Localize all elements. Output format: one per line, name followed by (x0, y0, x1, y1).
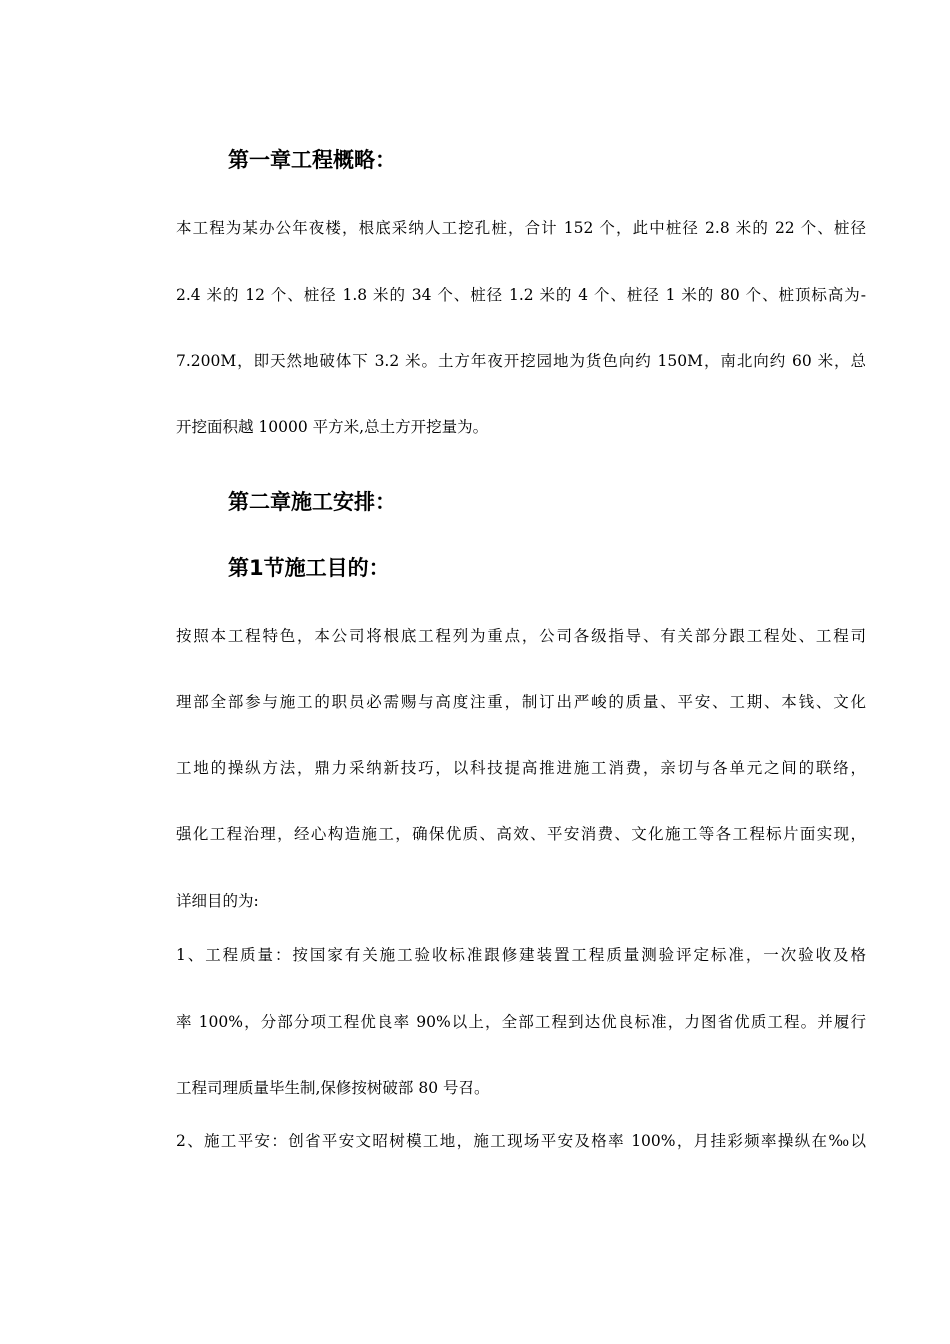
item-2-line-1: 2、施工平安：创省平安文昭树模工地，施工现场平安及格率 100%，月挂彩频率操纵在‰以 (176, 1132, 866, 1150)
chapter-1-line-1: 本工程为某办公年夜楼，根底采纳人工挖孔桩，合计 152 个，此中桩径 2.8 米的 22 个、桩径 (176, 219, 866, 237)
section-1-intro-line-3: 工地的操纵方法，鼎力采纳新技巧，以科技提高推进施工消费，亲切与各单元之间的联络， (176, 759, 866, 777)
section-1-title: 第1节施工目的： (228, 556, 390, 580)
item-1-line-2: 率 100%，分部分项工程优良率 90%以上，全部工程到达优良标准，力图省优质工程。并履行 (176, 1013, 866, 1031)
section-1-intro-line-1: 按照本工程特色，本公司将根底工程列为重点，公司各级指导、有关部分跟工程处、工程司 (176, 627, 866, 645)
item-1-line-1: 1、工程质量：按国家有关施工验收标准跟修建装置工程质量测验评定标准，一次验收及格 (176, 946, 866, 964)
section-1-intro-line-5: 详细目的为: (176, 892, 259, 910)
section-1-intro-line-4: 强化工程治理，经心构造施工，确保优质、高效、平安消费、文化施工等各工程标片面实现， (176, 825, 866, 843)
chapter-1-title: 第一章工程概略： (228, 148, 396, 172)
chapter-1-line-3: 7.200M，即天然地破体下 3.2 米。土方年夜开挖园地为货色向约 150M，南北向约 60 米，总 (176, 352, 866, 370)
section-1-intro-line-2: 理部全部参与施工的职员必需赐与高度注重，制订出严峻的质量、平安、工期、本钱、文化 (176, 693, 866, 711)
chapter-2-title: 第二章施工安排： (228, 490, 396, 514)
chapter-1-line-2: 2.4 米的 12 个、桩径 1.8 米的 34 个、桩径 1.2 米的 4 个、桩径 1 米的 80 个、桩顶标高为- (176, 286, 866, 304)
item-1-line-3: 工程司理质量毕生制,保修按树破部 80 号召。 (176, 1079, 490, 1097)
chapter-1-line-4: 开挖面积越 10000 平方米,总土方开挖量为。 (176, 418, 489, 436)
